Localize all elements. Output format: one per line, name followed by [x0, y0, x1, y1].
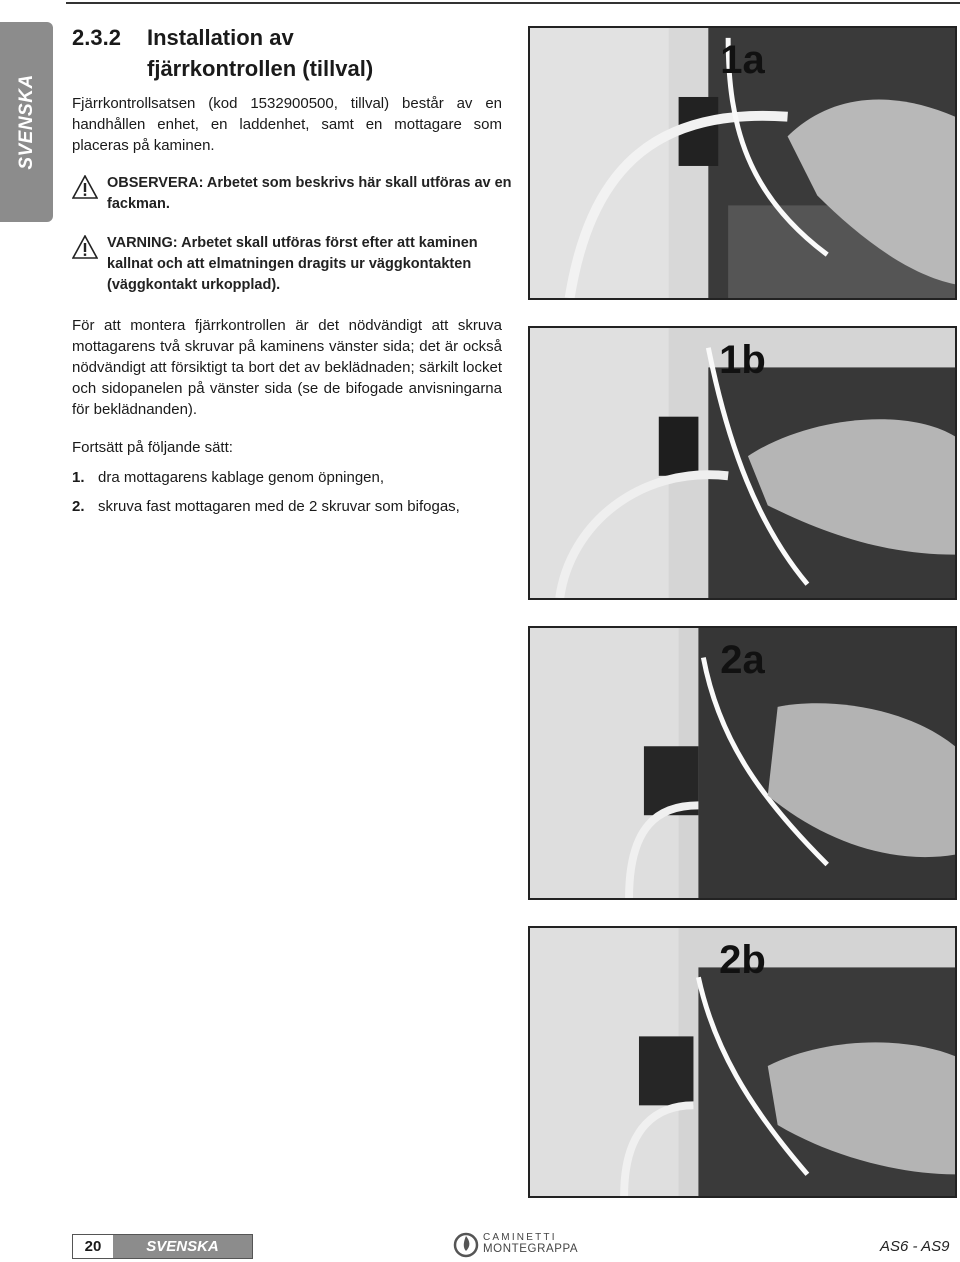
notice-observera-text: OBSERVERA: Arbetet som beskrivs här skall utföras av en fackman. [107, 175, 512, 212]
flame-logo-icon [453, 1230, 479, 1258]
step-number: 1. [72, 469, 85, 486]
section-title-line2: fjärrkontrollen (tillval) [147, 56, 374, 81]
language-side-tab [0, 22, 53, 222]
page-number: 20 [73, 1235, 113, 1258]
intro-paragraph: Fjärrkontrollsatsen (kod 1532900500, tillval) består av en handhållen enhet, en laddenhet, samt en mottagare som placeras på kaminen. [72, 95, 502, 154]
warning-triangle-icon [72, 175, 98, 199]
side-tab-label: SVENSKA [15, 74, 37, 170]
logo-line2: MONTEGRAPPA [483, 1243, 579, 1255]
notice-observera [72, 173, 512, 215]
step-number: 2. [72, 498, 85, 515]
brand-logo [453, 1228, 583, 1262]
section-heading [72, 22, 373, 84]
logo-line1: CAMINETTI [483, 1232, 557, 1243]
body-paragraph: För att montera fjärrkontrollen är det nödvändigt att skruva mottagarens två skruvar på kaminens vänster sida; det är också nödvändigt att försiktigt ta bort det av beklädnaden; särkilt locket och sidopanelen på vänster sida (se de bifogade anvisningarna för beklädnanden). [72, 317, 502, 418]
notice-varning-text: VARNING: Arbetet skall utföras först efter att kaminen kallnat och att elmatningen dragits ur väggkontakten (väggkontakt urkopplad). [107, 235, 478, 293]
section-title-line1: Installation av [147, 25, 294, 50]
model-code: AS6 - AS9 [880, 1238, 950, 1255]
step-text: skruva fast mottagaren med de 2 skruvar som bifogas, [98, 498, 460, 515]
figure-label: 2b [719, 938, 766, 982]
footer-language: SVENSKA [146, 1238, 219, 1255]
figure-2b-photo [528, 926, 957, 1198]
step-2 [72, 496, 460, 517]
top-rule [66, 2, 960, 4]
warning-triangle-icon [72, 235, 98, 259]
figure-1a-photo [528, 26, 957, 300]
continue-text: Fortsätt på följande sätt: [72, 439, 233, 456]
step-1 [72, 467, 384, 488]
figure-label: 1a [720, 38, 765, 82]
notice-varning [72, 233, 512, 296]
figure-2a-photo [528, 626, 957, 900]
figure-label: 2a [720, 638, 765, 682]
section-number: 2.3.2 [72, 25, 121, 50]
footer-page-box [72, 1234, 253, 1259]
figure-1b-photo [528, 326, 957, 600]
step-text: dra mottagarens kablage genom öpningen, [98, 469, 385, 486]
figure-label: 1b [719, 338, 766, 382]
